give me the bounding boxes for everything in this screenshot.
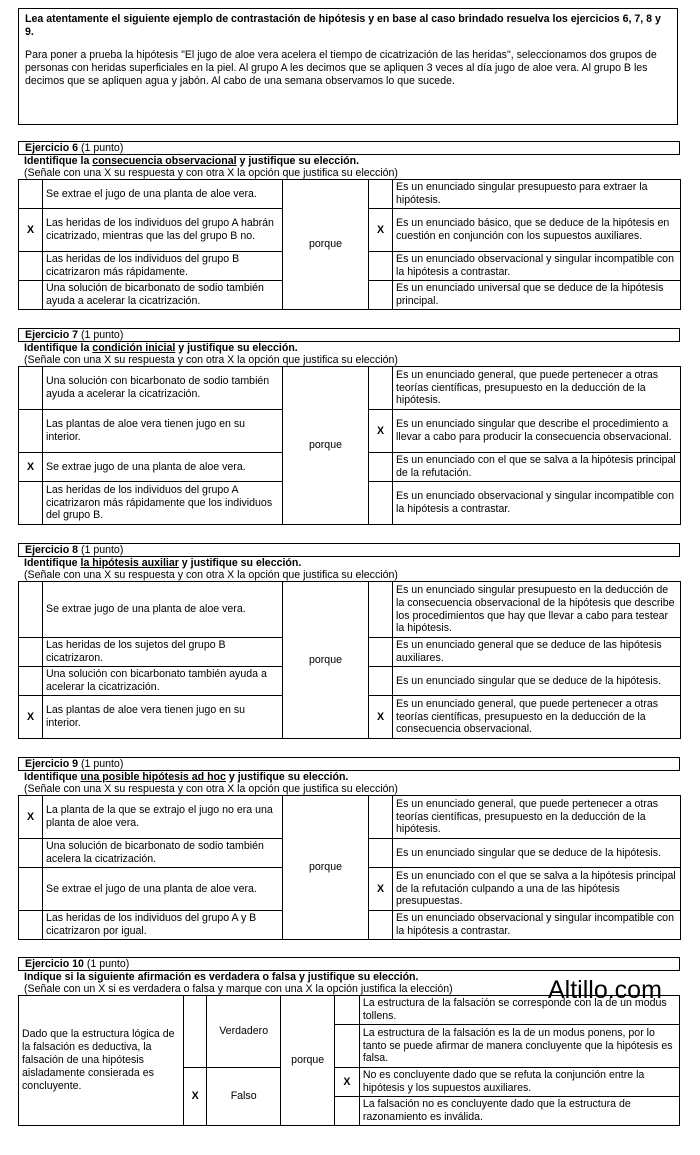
justification-mark-cell[interactable] (335, 1097, 360, 1126)
option-mark-cell[interactable] (19, 410, 43, 453)
statement-cell: Dado que la estructura lógica de la falsación es deductiva, la falsación de una hipótesis aisladamente consierada es concluyente. (19, 996, 184, 1126)
justification-mark-cell[interactable] (369, 796, 393, 839)
justification-mark-cell[interactable]: X (369, 209, 393, 252)
justification-mark-cell[interactable] (369, 667, 393, 696)
option-right: Es un enunciado con el que se salva a la hipótesis principal de la refutación culpando a una de las hipótesis presupuestas. (393, 868, 681, 911)
exercise-7-header: Ejercicio 7 (1 punto) (18, 328, 680, 342)
option-left: Una solución de bicarbonato de sodio también ayuda a acelerar la cicatrización. (43, 281, 283, 310)
intro-title: Lea atentamente el siguiente ejemplo de contrastación de hipótesis y en base al caso brindado resuelva los ejercicios 6, 7, 8 y 9. (25, 13, 661, 38)
option-mark-cell[interactable] (19, 367, 43, 410)
option-left: Una solución con bicarbonato también ayuda a acelerar la cicatrización. (43, 667, 283, 696)
option-left: Las heridas de los individuos del grupo A cicatrizaron más rápidamente que los individuos del grupo B. (43, 482, 283, 525)
false-mark-cell[interactable]: X (184, 1068, 207, 1126)
option-left: Una solución con bicarbonato de sodio también ayuda a acelerar la cicatrización. (43, 367, 283, 410)
option-right: Es un enunciado general, que puede pertenecer a otras teorías científicas, presupuesto en la deducción de la hipótesis. (393, 367, 681, 410)
option-mark-cell[interactable] (19, 582, 43, 638)
porque-label: porque (283, 796, 369, 940)
exercise-7-table (18, 366, 681, 525)
option-right: Es un enunciado general, que puede pertenecer a otras teorías científicas, presupuesto en la deducción de la hipótesis. (393, 796, 681, 839)
option-left: Las heridas de los sujetos del grupo B cicatrizaron. (43, 638, 283, 667)
option-right: Es un enunciado singular presupuesto para extraer la hipótesis. (393, 180, 681, 209)
justification-mark-cell[interactable]: X (369, 868, 393, 911)
justification-mark-cell[interactable] (369, 367, 393, 410)
option-right: La estructura de la falsación es la de un modus ponens, por lo tanto se puede afirmar de manera concluyente que la hipótesis es falsa. (359, 1025, 679, 1068)
exercise-9 (18, 757, 680, 940)
option-left: Se extrae jugo de una planta de aloe vera. (43, 582, 283, 638)
exercise-9-header: Ejercicio 9 (1 punto) (18, 757, 680, 771)
option-mark-cell[interactable] (19, 868, 43, 911)
option-left: Las heridas de los individuos del grupo A y B cicatrizaron por igual. (43, 911, 283, 940)
option-mark-cell[interactable] (19, 911, 43, 940)
option-right: Es un enunciado singular que describe el procedimiento a llevar a cabo para producir la consecuencia observacional. (393, 410, 681, 453)
justification-mark-cell[interactable] (369, 638, 393, 667)
option-right: No es concluyente dado que se refuta la conjunción entre la hipótesis y los supuestos auxiliares. (359, 1068, 679, 1097)
true-label: Verdadero (206, 996, 280, 1068)
option-left: Las plantas de aloe vera tienen jugo en su interior. (43, 696, 283, 739)
option-right: Es un enunciado general que se deduce de las hipótesis auxiliares. (393, 638, 681, 667)
exercise-8-header: Ejercicio 8 (1 punto) (18, 543, 680, 557)
justification-mark-cell[interactable] (369, 252, 393, 281)
exercise-9-note: (Señale con una X su respuesta y con otra X la opción que justifica su elección) (24, 783, 398, 795)
option-left: Las plantas de aloe vera tienen jugo en su interior. (43, 410, 283, 453)
porque-label: porque (281, 996, 335, 1126)
option-mark-cell[interactable] (19, 252, 43, 281)
justification-mark-cell[interactable] (335, 996, 360, 1025)
option-right: Es un enunciado básico, que se deduce de la hipótesis en cuestión en conjunción con los supuestos auxiliares. (393, 209, 681, 252)
altillo-logo: Altillo.com (548, 976, 662, 1004)
option-mark-cell[interactable] (19, 482, 43, 525)
option-right: La estructura de la falsación se corresponde con la de un modus tollens. (359, 996, 679, 1025)
option-right: Es un enunciado observacional y singular incompatible con la hipótesis a contrastar. (393, 252, 681, 281)
exercise-6-table (18, 179, 681, 310)
justification-mark-cell[interactable]: X (335, 1068, 360, 1097)
option-right: Es un enunciado singular que se deduce de la hipótesis. (393, 839, 681, 868)
option-right: La falsación no es concluyente dado que la estructura de razonamiento es inválida. (359, 1097, 679, 1126)
exercise-8 (18, 543, 680, 739)
exercise-6 (18, 141, 680, 310)
justification-mark-cell[interactable] (369, 281, 393, 310)
porque-label: porque (283, 367, 369, 525)
option-mark-cell[interactable]: X (19, 209, 43, 252)
exercise-9-table (18, 795, 681, 940)
intro-box (18, 8, 678, 125)
justification-mark-cell[interactable]: X (369, 696, 393, 739)
option-mark-cell[interactable] (19, 180, 43, 209)
option-mark-cell[interactable] (19, 281, 43, 310)
exercise-6-instruction: Identifique la consecuencia observacional y justifique su elección. (24, 155, 360, 167)
option-mark-cell[interactable]: X (19, 696, 43, 739)
option-right: Es un enunciado singular que se deduce de la hipótesis. (393, 667, 681, 696)
option-left: Se extrae el jugo de una planta de aloe vera. (43, 868, 283, 911)
justification-mark-cell[interactable] (369, 453, 393, 482)
porque-label: porque (283, 180, 369, 310)
option-mark-cell[interactable] (19, 667, 43, 696)
exercise-6-header: Ejercicio 6 (1 punto) (18, 141, 680, 155)
exercise-7-note: (Señale con una X su respuesta y con otra X la opción que justifica su elección) (24, 354, 398, 366)
option-mark-cell[interactable] (19, 839, 43, 868)
justification-mark-cell[interactable] (369, 911, 393, 940)
false-label: Falso (206, 1068, 280, 1126)
justification-mark-cell[interactable] (369, 482, 393, 525)
option-left: Se extrae el jugo de una planta de aloe vera. (43, 180, 283, 209)
option-right: Es un enunciado general, que puede pertenecer a otras teorías científicas, presupuesto en la deducción de la consecuencia observacional. (393, 696, 681, 739)
option-left: Las heridas de los individuos del grupo A habrán cicatrizado, mientras que las del grupo B no. (43, 209, 283, 252)
exercise-10-table (18, 995, 680, 1126)
option-left: Se extrae jugo de una planta de aloe vera. (43, 453, 283, 482)
justification-mark-cell[interactable] (335, 1025, 360, 1068)
justification-mark-cell[interactable] (369, 582, 393, 638)
option-mark-cell[interactable]: X (19, 796, 43, 839)
justification-mark-cell[interactable] (369, 180, 393, 209)
true-mark-cell[interactable] (184, 996, 207, 1068)
exercise-10-instruction: Indique si la siguiente afirmación es verdadera o falsa y justifique su elección. (24, 971, 419, 983)
option-right: Es un enunciado observacional y singular incompatible con la hipótesis a contrastar. (393, 911, 681, 940)
exercise-8-note: (Señale con una X su respuesta y con otra X la opción que justifica su elección) (24, 569, 398, 581)
option-right: Es un enunciado observacional y singular incompatible con la hipótesis a contrastar. (393, 482, 681, 525)
option-mark-cell[interactable] (19, 638, 43, 667)
exercise-7-instruction: Identifique la condición inicial y justifique su elección. (24, 342, 298, 354)
option-right: Es un enunciado con el que se salva a la hipótesis principal de la refutación. (393, 453, 681, 482)
option-left: Las heridas de los individuos del grupo B cicatrizaron más rápidamente. (43, 252, 283, 281)
exercise-8-instruction: Identifique la hipótesis auxiliar y justifique su elección. (24, 557, 302, 569)
option-right: Es un enunciado universal que se deduce de la hipótesis principal. (393, 281, 681, 310)
option-right: Es un enunciado singular presupuesto en la deducción de la consecuencia observacional de la hipótesis que describe los procedimientos que hay que llevar a cabo para testear la hipótesis. (393, 582, 681, 638)
exercise-9-instruction: Identifique una posible hipótesis ad hoc y justifique su elección. (24, 771, 349, 783)
justification-mark-cell[interactable]: X (369, 410, 393, 453)
option-left: La planta de la que se extrajo el jugo no era una planta de aloe vera. (43, 796, 283, 839)
exercise-10-header: Ejercicio 10 (1 punto) (18, 957, 680, 971)
exercise-8-table (18, 581, 681, 739)
exercise-7 (18, 328, 680, 525)
exercise-6-note: (Señale con una X su respuesta y con otra X la opción que justifica su elección) (24, 167, 398, 179)
porque-label: porque (283, 582, 369, 739)
intro-text: Para poner a prueba la hipótesis "El jugo de aloe vera acelera el tiempo de cicatrización de las heridas", seleccionamos dos grupos de personas con heridas superficiales en la piel. Al grupo A les decimos que se apliquen 3 veces al día jugo de aloe vera. Al grupo B les decimos que se apliquen agua y jabón. Al cabo de una semana observamos lo que sucede. (25, 48, 657, 87)
justification-mark-cell[interactable] (369, 839, 393, 868)
option-mark-cell[interactable]: X (19, 453, 43, 482)
option-left: Una solución de bicarbonato de sodio también acelera la cicatrización. (43, 839, 283, 868)
exercise-10-note: (Señale con un X si es verdadera o falsa y marque con una X la opción justifica la elección) (24, 983, 453, 995)
